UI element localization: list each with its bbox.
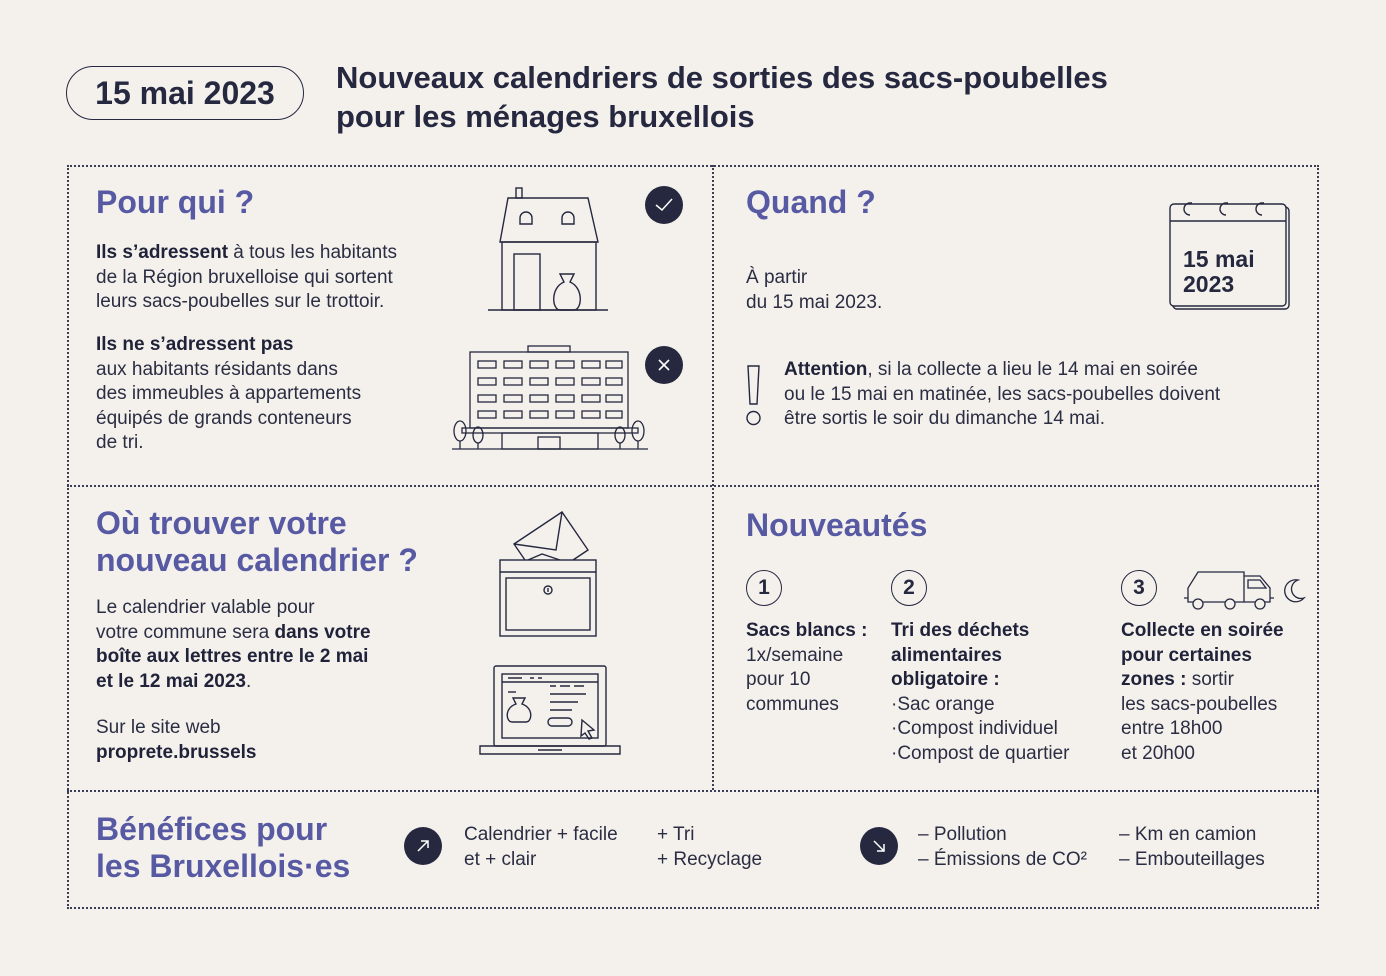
item3-l4: les sacs-poubelles — [1121, 693, 1278, 715]
ou-web-link[interactable]: proprete.brussels — [96, 741, 257, 763]
benefit-minus-a2: – Émissions de CO² — [918, 848, 1087, 870]
pour-qui-p1-bold: Ils s’adressent — [96, 242, 229, 263]
moon-icon — [1280, 578, 1306, 604]
pour-qui-p1-l1: à tous les habitants — [228, 242, 398, 263]
divider-horizontal-2 — [67, 790, 1319, 792]
exclamation-icon — [744, 364, 764, 428]
divider-vertical — [712, 165, 714, 790]
nouveaute-item-1 — [746, 619, 886, 717]
pour-qui-title: Pour qui ? — [96, 184, 255, 220]
item2-l1: Tri des déchets — [891, 620, 1030, 641]
benefit-minus-b1: – Km en camion — [1119, 824, 1257, 845]
benefit-plus-a2: et + clair — [464, 848, 537, 870]
page-title-line1: Nouveaux calendriers de sorties des sacs-poubelles — [336, 60, 1108, 95]
ou-title-l2: nouveau calendrier ? — [96, 542, 418, 578]
item2-l5: ·Compost individuel — [891, 718, 1058, 739]
item3-l2: pour certaines — [1121, 644, 1252, 666]
calendar-icon — [1168, 195, 1292, 311]
benefices-title-l2: les Bruxellois·es — [96, 848, 351, 884]
ou-l3: boîte aux lettres entre le 2 mai — [96, 646, 369, 667]
page-title — [336, 58, 1236, 136]
item3-l3b: sortir — [1186, 669, 1234, 690]
apartment-building-icon — [452, 345, 648, 453]
benefit-plus-b — [657, 823, 762, 872]
nouveautes-title: Nouveautés — [746, 507, 928, 543]
item1-l2: 1x/semaine — [746, 644, 844, 666]
pour-qui-p2-l2: des immeubles à appartements — [96, 383, 362, 404]
pour-qui-p2-l1: aux habitants résidants dans — [96, 358, 338, 380]
ou-l2a: votre commune sera — [96, 621, 275, 643]
item2-l2: alimentaires — [891, 644, 1002, 666]
attention-bold: Attention — [784, 359, 868, 380]
ou-l4b: . — [246, 670, 252, 692]
house-icon — [488, 186, 610, 314]
item1-l1: Sacs blancs : — [746, 620, 868, 641]
pour-qui-paragraph-1 — [96, 241, 456, 315]
benefit-plus-a — [464, 823, 618, 872]
ou-l2b: dans votre — [274, 621, 371, 643]
item1-l3: pour 10 — [746, 669, 811, 690]
quand-text-l1: À partir — [746, 267, 808, 288]
check-icon — [645, 186, 683, 224]
calendar-line1: 15 mai — [1183, 246, 1255, 272]
nouveaute-item-3 — [1121, 619, 1311, 766]
ou-l1: Le calendrier valable pour — [96, 597, 315, 618]
item-number-2: 2 — [891, 570, 927, 606]
quand-title: Quand ? — [746, 184, 876, 220]
item2-l3: obligatoire : — [891, 669, 1000, 690]
divider-horizontal-1 — [67, 485, 1319, 487]
item1-l4: communes — [746, 693, 839, 715]
mailbox-icon — [498, 510, 600, 640]
pour-qui-paragraph-2 — [96, 333, 456, 456]
attention-l3: être sortis le soir du dimanche 14 mai. — [784, 408, 1106, 429]
nouveaute-item-2 — [891, 619, 1111, 766]
pour-qui-p2-bold: Ils ne s’adressent pas — [96, 334, 294, 355]
attention-l2: ou le 15 mai en matinée, les sacs-poubelles doivent — [784, 383, 1221, 405]
date-badge: 15 mai 2023 — [66, 66, 304, 120]
benefit-minus-a1: – Pollution — [918, 824, 1007, 845]
arrow-down-right-icon — [860, 827, 898, 865]
benefit-minus-a — [918, 823, 1087, 872]
pour-qui-p1-l2: de la Région bruxelloise qui sortent — [96, 266, 393, 288]
item3-l3a: zones : — [1121, 669, 1187, 690]
benefices-title-l1: Bénéfices pour — [96, 811, 328, 847]
benefit-plus-b2: + Recyclage — [657, 848, 763, 870]
quand-text-l2: du 15 mai 2023. — [746, 291, 883, 313]
quand-text — [746, 266, 882, 315]
benefit-plus-b1: + Tri — [657, 824, 695, 845]
ou-web — [96, 716, 456, 765]
pour-qui-p2-l4: de tri. — [96, 432, 144, 453]
arrow-up-right-icon — [404, 827, 442, 865]
ou-paragraph — [96, 596, 456, 694]
ou-l4a: et le 12 mai 2023 — [96, 670, 246, 692]
calendar-line2: 2023 — [1183, 271, 1235, 297]
item2-l6: ·Compost de quartier — [891, 742, 1070, 764]
page-title-line2: pour les ménages bruxellois — [336, 99, 755, 134]
pour-qui-p1-l3: leurs sacs-poubelles sur le trottoir. — [96, 291, 385, 312]
ou-title — [96, 505, 418, 579]
ou-title-l1: Où trouver votre — [96, 505, 347, 541]
attention-text — [784, 358, 1284, 432]
item3-l5: entre 18h00 — [1121, 718, 1223, 739]
cross-icon — [645, 346, 683, 384]
laptop-icon — [478, 664, 622, 762]
ou-web-l1: Sur le site web — [96, 717, 221, 738]
benefit-minus-b — [1119, 823, 1265, 872]
item3-l1: Collecte en soirée — [1121, 620, 1284, 641]
item3-l6: et 20h00 — [1121, 742, 1195, 764]
benefices-title — [96, 811, 350, 885]
item2-l4: ·Sac orange — [891, 693, 995, 715]
pour-qui-p2-l3: équipés de grands conteneurs — [96, 407, 352, 429]
item-number-3: 3 — [1121, 570, 1157, 606]
benefit-minus-b2: – Embouteillages — [1119, 848, 1265, 870]
item-number-1: 1 — [746, 570, 782, 606]
benefit-plus-a1: Calendrier + facile — [464, 824, 618, 845]
attention-l1: , si la collecte a lieu le 14 mai en soirée — [867, 359, 1198, 380]
